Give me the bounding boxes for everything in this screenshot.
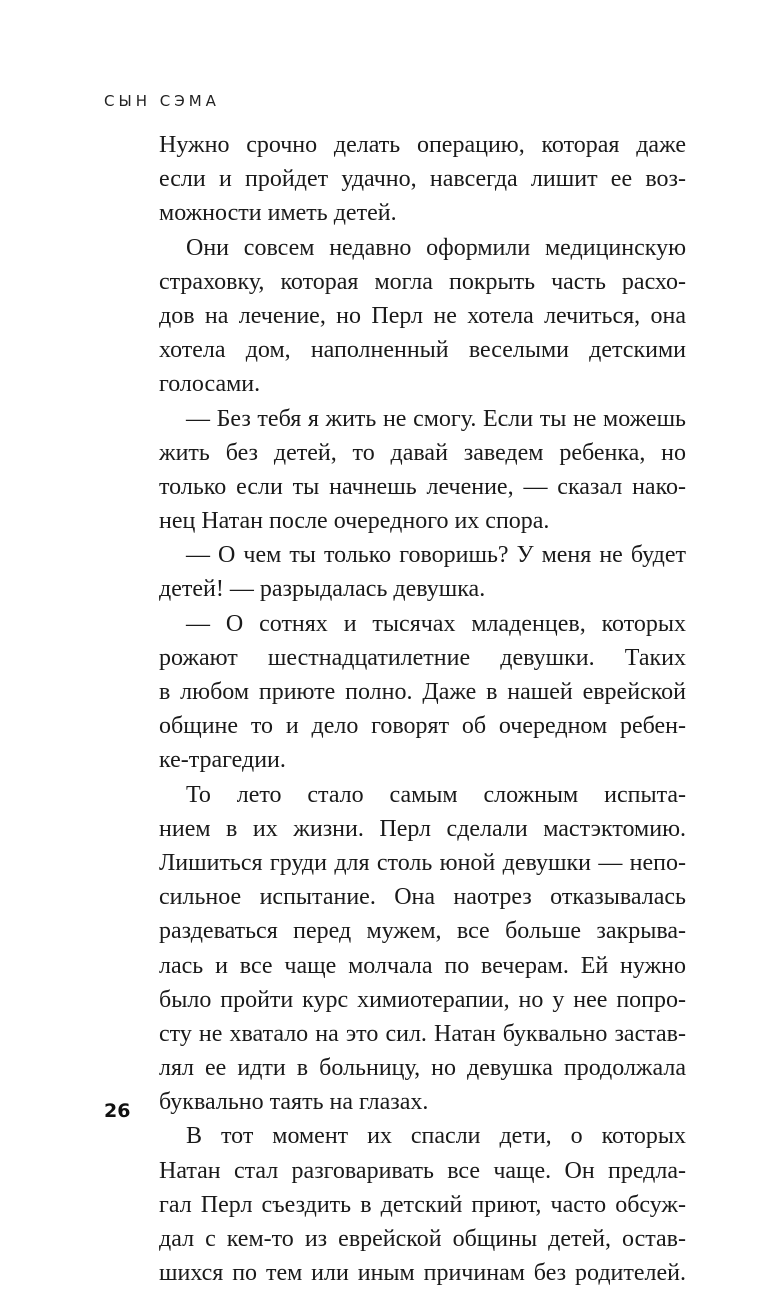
- running-head: СЫН СЭМА: [104, 92, 220, 110]
- text-line: То лето стало самым сложным испыта-: [186, 781, 686, 808]
- text-line: голосами.: [159, 371, 261, 398]
- text-line: ке-трагедии.: [159, 747, 286, 774]
- page-number: 26: [104, 1100, 131, 1122]
- text-line: рожают шестнадцатилетние девушки. Таких: [159, 644, 686, 671]
- text-line: страховку, которая могла покрыть часть расхо-: [159, 268, 686, 295]
- text-line: Натан стал разговаривать все чаще. Он предла-: [159, 1157, 686, 1184]
- text-line: дов на лечение, но Перл не хотела лечиться, она: [159, 302, 686, 329]
- text-line: Лишиться груди для столь юной девушки — непо-: [159, 849, 686, 876]
- text-line: гал Перл съездить в детский приют, часто обсуж-: [159, 1191, 686, 1218]
- text-line: Нужно срочно делать операцию, которая даже: [159, 132, 686, 158]
- text-line: нец Натан после очередного их спора.: [159, 508, 550, 535]
- text-line: лял ее идти в больницу, но девушка продолжала: [159, 1055, 686, 1082]
- text-line: было пройти курс химиотерапии, но у нее попро-: [159, 986, 686, 1013]
- text-line: нием в их жизни. Перл сделали мастэктомию.: [159, 815, 686, 842]
- text-line: Они совсем недавно оформили медицинскую: [186, 234, 686, 261]
- text-line: общине то и дело говорят об очередном ребен-: [159, 713, 686, 740]
- text-line: если и пройдет удачно, навсегда лишит ее воз-: [159, 166, 686, 193]
- text-line: раздеваться перед мужем, все больше закрыва-: [159, 918, 686, 945]
- text-line: только если ты начнешь лечение, — сказал нако-: [159, 473, 686, 500]
- text-line: В тот момент их спасли дети, о которых: [186, 1123, 686, 1150]
- text-line: лась и все чаще молчала по вечерам. Ей нужно: [159, 952, 686, 979]
- text-line: сильное испытание. Она наотрез отказывалась: [159, 884, 686, 911]
- text-line: в любом приюте полно. Даже в нашей еврейской: [159, 679, 686, 705]
- text-line: жить без детей, то давай заведем ребенка, но: [159, 439, 686, 466]
- text-line: — Без тебя я жить не смогу. Если ты не можешь: [186, 405, 686, 432]
- text-line: детей! — разрыдалась девушка.: [159, 576, 486, 603]
- text-line: можности иметь детей.: [159, 200, 397, 227]
- text-line: — О сотнях и тысячах младенцев, которых: [186, 610, 686, 637]
- text-line: сту не хватало на это сил. Натан буквально застав-: [159, 1020, 686, 1047]
- text-line: шихся по тем или иным причинам без родителей.: [159, 1260, 686, 1287]
- text-line: дал с кем-то из еврейской общины детей, остав-: [159, 1226, 686, 1252]
- body-text: [159, 128, 686, 1290]
- text-line: хотела дом, наполненный веселыми детскими: [159, 337, 686, 364]
- text-line: буквально таять на глазах.: [159, 1089, 429, 1116]
- text-line: — О чем ты только говоришь? У меня не будет: [186, 542, 686, 569]
